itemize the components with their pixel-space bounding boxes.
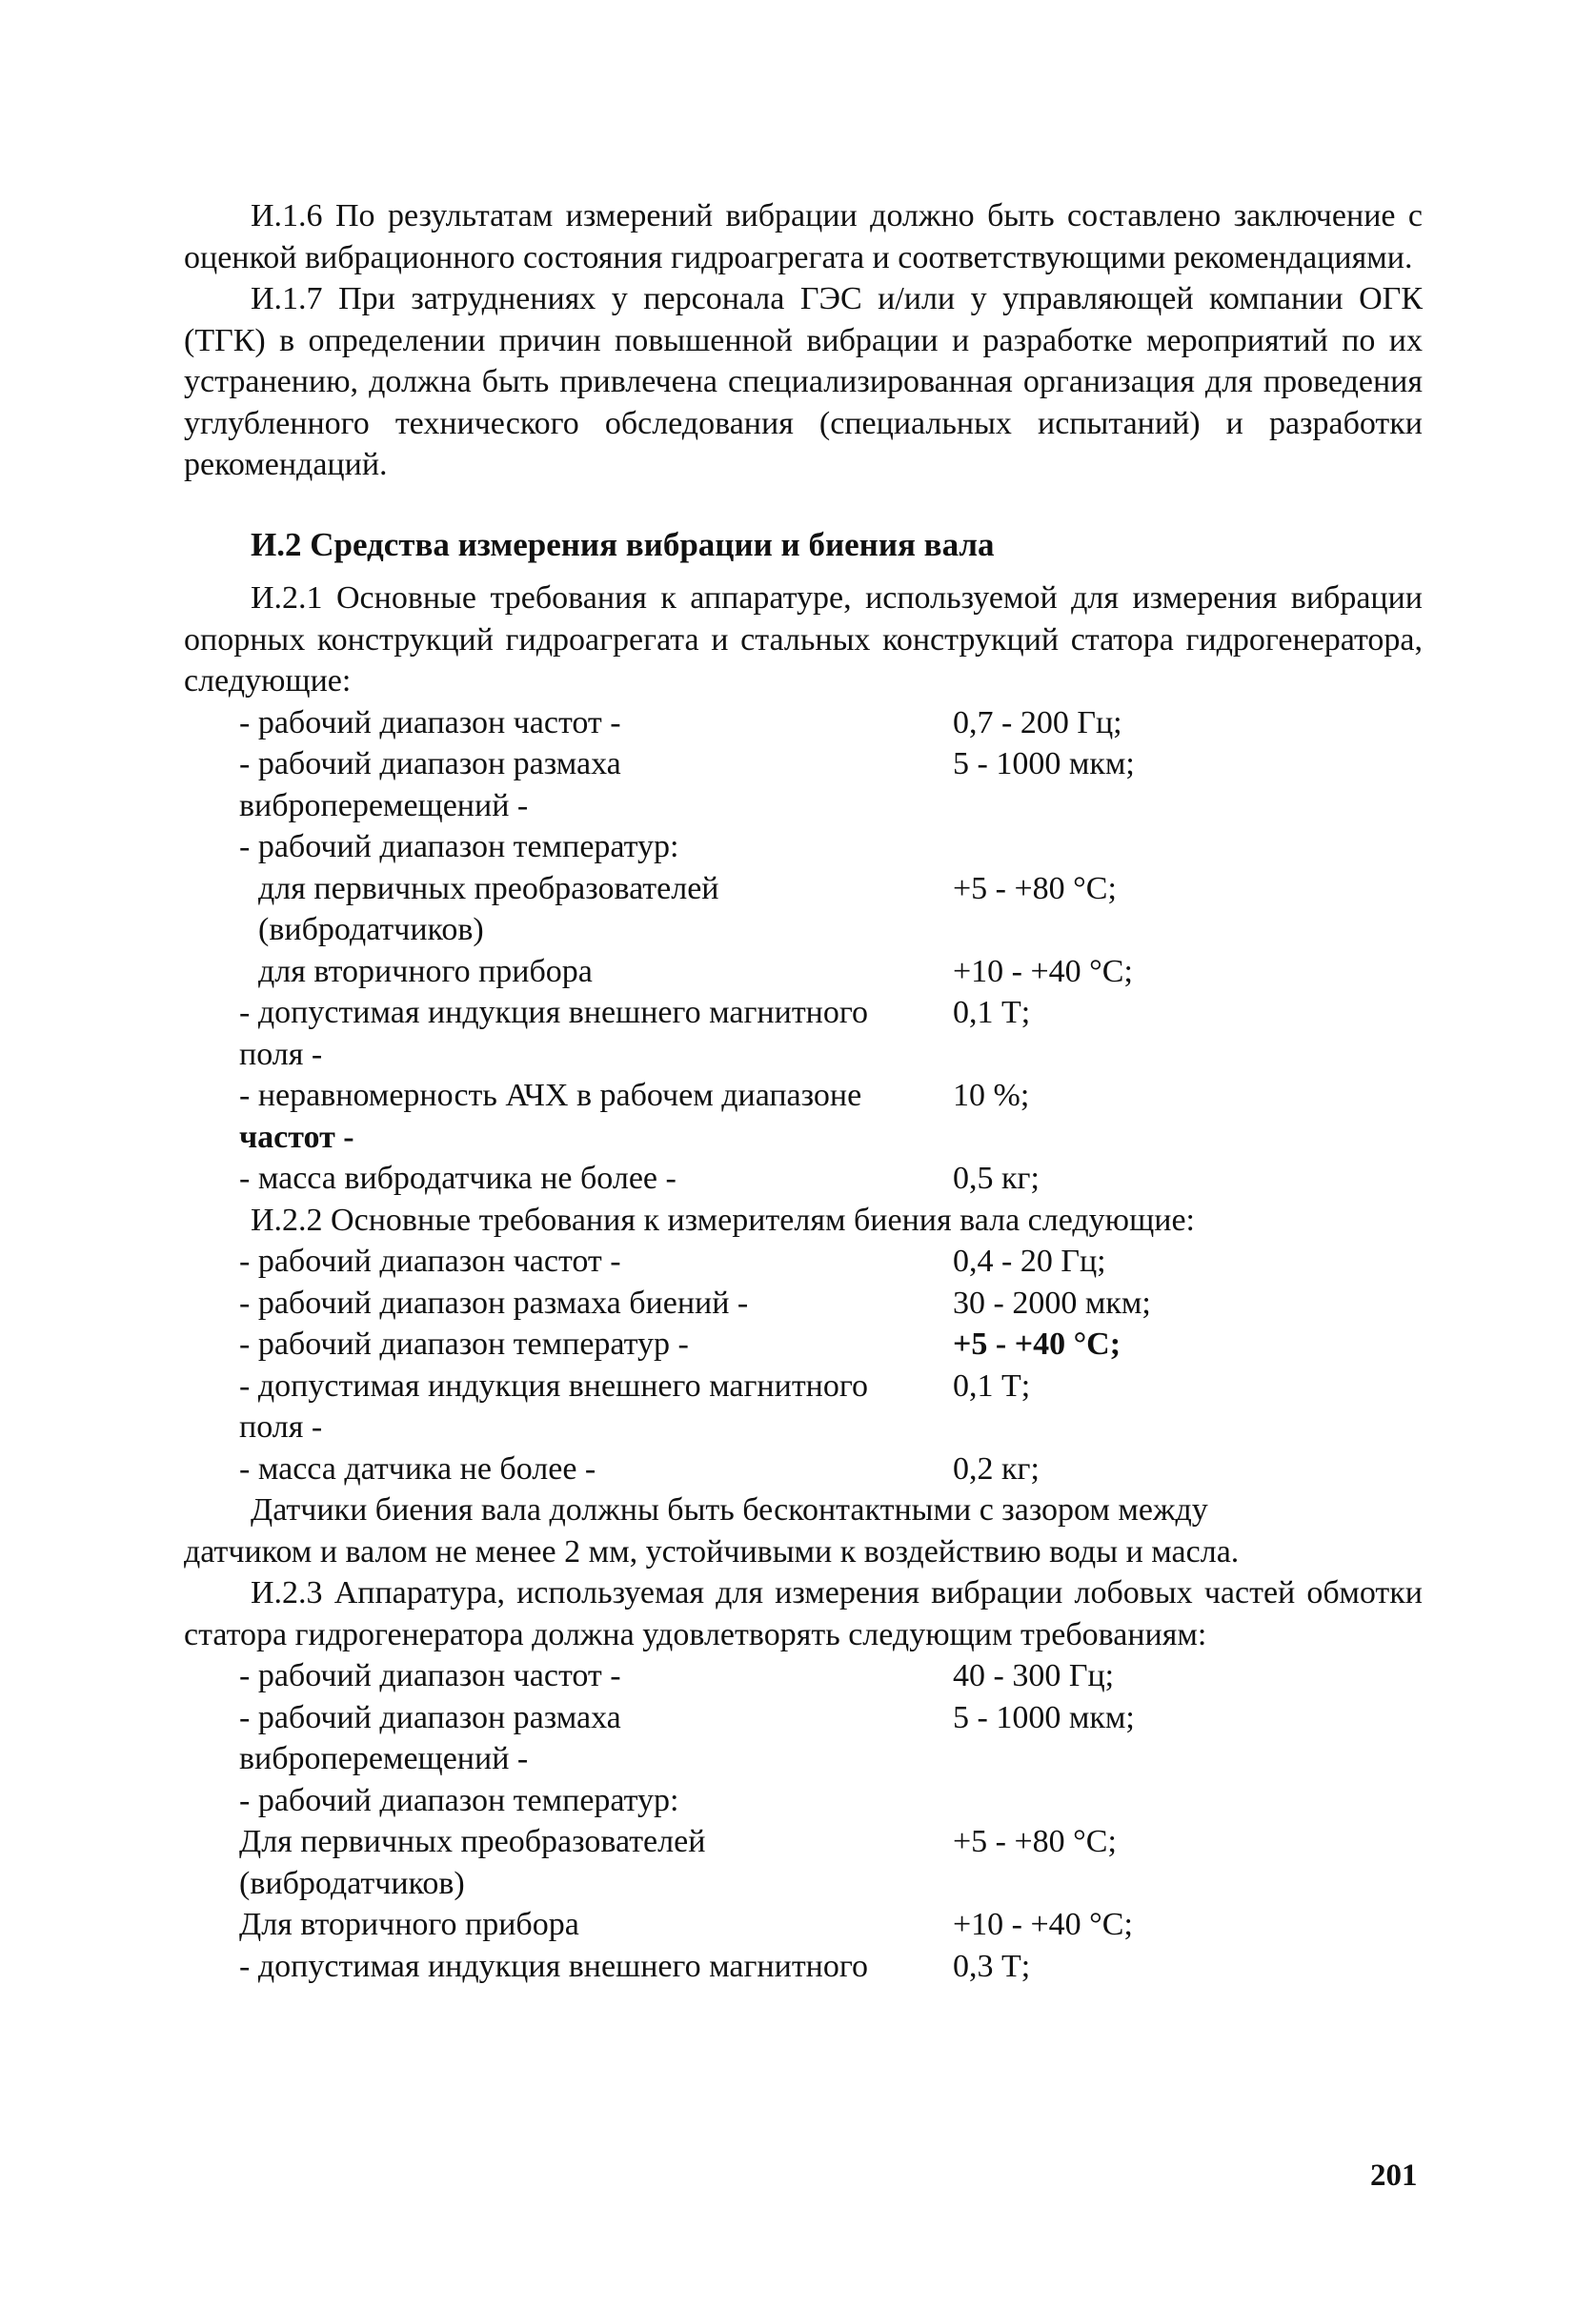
paragraph-i16: И.1.6 По результатам измерений вибрации должно быть составлено заключение с оценкой вибрационного состояния гидроагрегата и соответствующими рекомендациями. <box>184 198 1423 275</box>
spec-param: для первичных преобразователей <box>258 870 719 906</box>
spec-row <box>184 743 1423 785</box>
spec-param: - рабочий диапазон температур: <box>239 829 679 864</box>
spec-param: - масса датчика не более - <box>239 1450 596 1487</box>
spec-row <box>184 1241 1423 1283</box>
spec-row <box>184 1655 1423 1697</box>
spec-list-i21 <box>184 702 1423 1200</box>
spec-row <box>184 1697 1423 1739</box>
spec-value: 0,7 - 200 Гц; <box>953 704 1122 740</box>
spec-param: поля - <box>239 1036 323 1072</box>
spec-value <box>953 785 1423 827</box>
spec-value: 5 - 1000 мкм; <box>953 746 1135 781</box>
spec-value: +5 - +80 °С; <box>953 1824 1117 1859</box>
spec-row <box>184 868 1423 910</box>
spec-value: 0,2 кг; <box>953 1450 1040 1487</box>
spec-value: 0,4 - 20 Гц; <box>953 1244 1106 1279</box>
spec-row <box>184 951 1423 993</box>
paragraph-i17: И.1.7 При затруднениях у персонала ГЭС и/или у управляющей компании ОГК (ТГК) в определении причин повышенной вибрации и разработке мероприятий по их устранению, должна быть привлечена специализированная организация для проведения углубленного технического обследования (специальных испытаний) и разработки рекомендаций. <box>184 281 1423 482</box>
spec-value <box>953 1034 1423 1076</box>
spec-value: 0,5 кг; <box>953 1161 1040 1196</box>
spec-row <box>184 826 1423 868</box>
spec-row <box>184 1117 1423 1159</box>
spec-param: поля - <box>239 1409 323 1445</box>
spec-row <box>184 1158 1423 1200</box>
spec-list-i22 <box>184 1241 1423 1489</box>
spec-param: (вибродатчиков) <box>258 912 484 947</box>
spec-param: - допустимая индукция внешнего магнитного <box>239 1948 868 1984</box>
page-content <box>184 195 1423 1987</box>
spec-value: 10 %; <box>953 1078 1030 1113</box>
spec-param: - допустимая индукция внешнего магнитного <box>239 995 868 1030</box>
spec-value: 30 - 2000 мкм; <box>953 1285 1151 1321</box>
spec-value <box>953 1117 1423 1159</box>
spec-row <box>184 1904 1423 1946</box>
spec-value: 5 - 1000 мкм; <box>953 1699 1135 1735</box>
spec-param: - масса вибродатчика не более - <box>239 1161 677 1196</box>
paragraph-i21: И.2.1 Основные требования к аппаратуре, используемой для измерения вибрации опорных конструкций гидроагрегата и стальных конструкций статора гидрогенератора, следующие: <box>184 580 1423 699</box>
spec-row <box>184 1448 1423 1490</box>
spec-param: - рабочий диапазон температур - <box>239 1327 689 1362</box>
spec-row <box>184 992 1423 1034</box>
spec-row <box>184 1738 1423 1780</box>
spec-row <box>184 909 1423 951</box>
spec-row <box>184 1034 1423 1076</box>
paragraph-i23: И.2.3 Аппаратура, используемая для измерения вибрации лобовых частей обмотки статора гидрогенератора должна удовлетворять следующим требованиям: <box>184 1575 1423 1652</box>
spec-param: - рабочий диапазон частот - <box>239 1658 621 1693</box>
spec-value: 0,1 Т; <box>953 1367 1031 1404</box>
spec-value <box>953 1738 1423 1780</box>
spec-row <box>184 1821 1423 1863</box>
spec-param: - рабочий диапазон температур: <box>239 1782 679 1818</box>
spec-row <box>184 1324 1423 1366</box>
spec-param: - рабочий диапазон размаха <box>239 746 621 781</box>
spec-param: частот - <box>239 1119 354 1155</box>
spec-param: (вибродатчиков) <box>239 1865 465 1901</box>
spec-value <box>953 909 1423 951</box>
page-number: 201 <box>1370 2158 1418 2193</box>
spec-param: Для вторичного прибора <box>239 1907 579 1942</box>
spec-list-i23 <box>184 1655 1423 1987</box>
paragraph-i22: И.2.2 Основные требования к измерителям биения вала следующие: <box>251 1202 1195 1238</box>
spec-value <box>953 1407 1423 1448</box>
spec-param: - рабочий диапазон размаха биений - <box>239 1285 749 1321</box>
spec-row <box>184 1407 1423 1448</box>
spec-row <box>184 1366 1423 1408</box>
spec-value: 0,3 Т; <box>953 1948 1031 1984</box>
spec-param: Для первичных преобразователей <box>239 1824 706 1859</box>
spec-param: - допустимая индукция внешнего магнитного <box>239 1367 868 1404</box>
section-heading-i2: И.2 Средства измерения вибрации и биения вала <box>251 525 995 563</box>
spec-param: - рабочий диапазон частот - <box>239 1244 621 1279</box>
paragraph-sensors-line-2: датчиком и валом не менее 2 мм, устойчивыми к воздействию воды и масла. <box>184 1533 1240 1570</box>
spec-row <box>184 702 1423 744</box>
spec-value <box>953 1863 1423 1905</box>
spec-value: +5 - +80 °С; <box>953 870 1117 906</box>
spec-row <box>184 1283 1423 1325</box>
spec-value: 40 - 300 Гц; <box>953 1658 1115 1693</box>
spec-value: +10 - +40 °С; <box>953 1907 1133 1942</box>
spec-value <box>953 1780 1423 1822</box>
spec-value: +5 - +40 °С; <box>953 1327 1121 1362</box>
spec-row <box>184 1075 1423 1117</box>
spec-value <box>953 826 1423 868</box>
spec-value: +10 - +40 °С; <box>953 953 1133 989</box>
spec-param: - рабочий диапазон частот - <box>239 704 621 740</box>
spec-param: виброперемещений - <box>239 1741 529 1776</box>
spec-row <box>184 1946 1423 1988</box>
spec-param: - рабочий диапазон размаха <box>239 1699 621 1735</box>
spec-row <box>184 1780 1423 1822</box>
spec-param: для вторичного прибора <box>258 953 593 989</box>
spec-row <box>184 785 1423 827</box>
spec-param: виброперемещений - <box>239 787 529 823</box>
spec-value: 0,1 Т; <box>953 995 1031 1030</box>
spec-row <box>184 1863 1423 1905</box>
paragraph-sensors-line-1: Датчики биения вала должны быть бесконтактными с зазором между <box>251 1492 1208 1528</box>
spec-param: - неравномерность АЧХ в рабочем диапазоне <box>239 1078 862 1113</box>
